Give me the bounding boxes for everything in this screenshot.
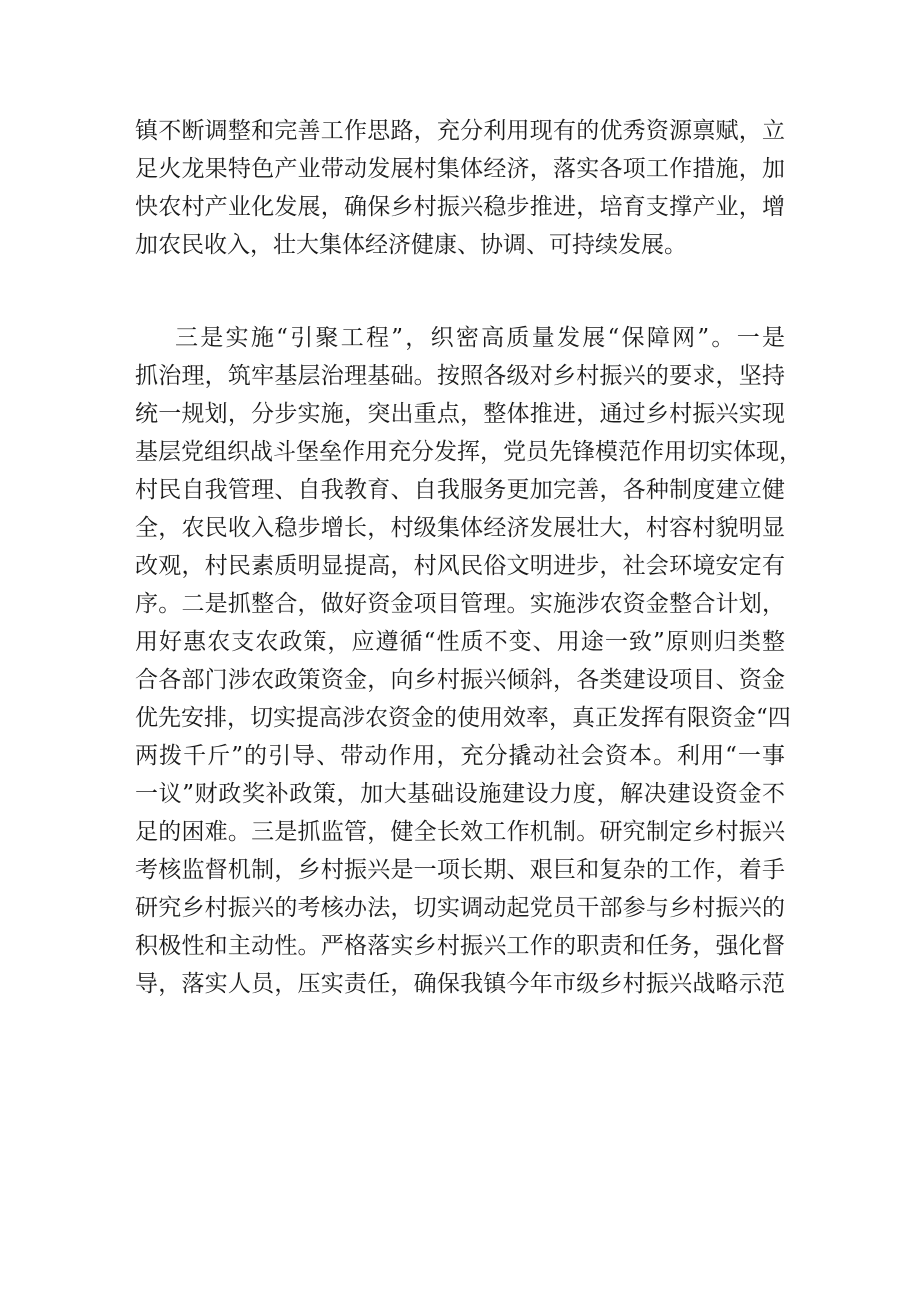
paragraph-line: 抓治理，筑牢基层治理基础。按照各级对乡村振兴的要求，坚持 [135, 363, 785, 389]
paragraph-1 [135, 112, 785, 264]
paragraph-line: 导，落实人员，压实责任，确保我镇今年市级乡村振兴战略示范 [135, 971, 785, 997]
paragraph-line: 村民自我管理、自我教育、自我服务更加完善，各种制度建立健 [135, 477, 785, 503]
paragraph-line: 镇不断调整和完善工作思路，充分利用现有的优秀资源禀赋，立 [135, 118, 785, 144]
paragraph-line: 一议”财政奖补政策，加大基础设施建设力度，解决建设资金不 [135, 781, 785, 807]
paragraph-line: 加农民收入，壮大集体经济健康、协调、可持续发展。 [135, 232, 687, 258]
paragraph-line: 优先安排，切实提高涉农资金的使用效率，真正发挥有限资金“四 [135, 705, 791, 731]
paragraph-line: 足的困难。三是抓监管，健全长效工作机制。研究制定乡村振兴 [135, 819, 785, 845]
paragraph-line: 快农村产业化发展，确保乡村振兴稳步推进，培育支撑产业，增 [135, 194, 785, 220]
paragraph-line: 用好惠农支农政策，应遵循“性质不变、用途一致”原则归类整 [135, 629, 785, 655]
paragraph-line: 足火龙果特色产业带动发展村集体经济，落实各项工作措施，加 [135, 156, 785, 182]
paragraph-line: 序。二是抓整合，做好资金项目管理。实施涉农资金整合计划， [135, 591, 785, 617]
paragraph-line: 考核监督机制，乡村振兴是一项长期、艰巨和复杂的工作，着手 [135, 857, 785, 883]
paragraph-line: 两拨千斤”的引导、带动作用，充分撬动社会资本。利用“一事 [135, 743, 785, 769]
paragraph-2 [135, 319, 802, 1003]
paragraph-line: 改观，村民素质明显提高，村风民俗文明进步，社会环境安定有 [135, 553, 785, 579]
paragraph-line: 合各部门涉农政策资金，向乡村振兴倾斜，各类建设项目、资金 [135, 667, 785, 693]
paragraph-line: 统一规划，分步实施，突出重点，整体推进，通过乡村振兴实现 [135, 401, 785, 427]
paragraph-line: 积极性和主动性。严格落实乡村振兴工作的职责和任务，强化督 [135, 933, 785, 959]
paragraph-line: 基层党组织战斗堡垒作用充分发挥，党员先锋模范作用切实体现， [135, 439, 802, 465]
paragraph-line: 研究乡村振兴的考核办法，切实调动起党员干部参与乡村振兴的 [135, 895, 785, 921]
paragraph-line: 全，农民收入稳步增长，村级集体经济发展壮大，村容村貌明显 [135, 515, 785, 541]
paragraph-line: 三是实施“引聚工程”，织密高质量发展“保障网”。一是 [175, 325, 785, 351]
